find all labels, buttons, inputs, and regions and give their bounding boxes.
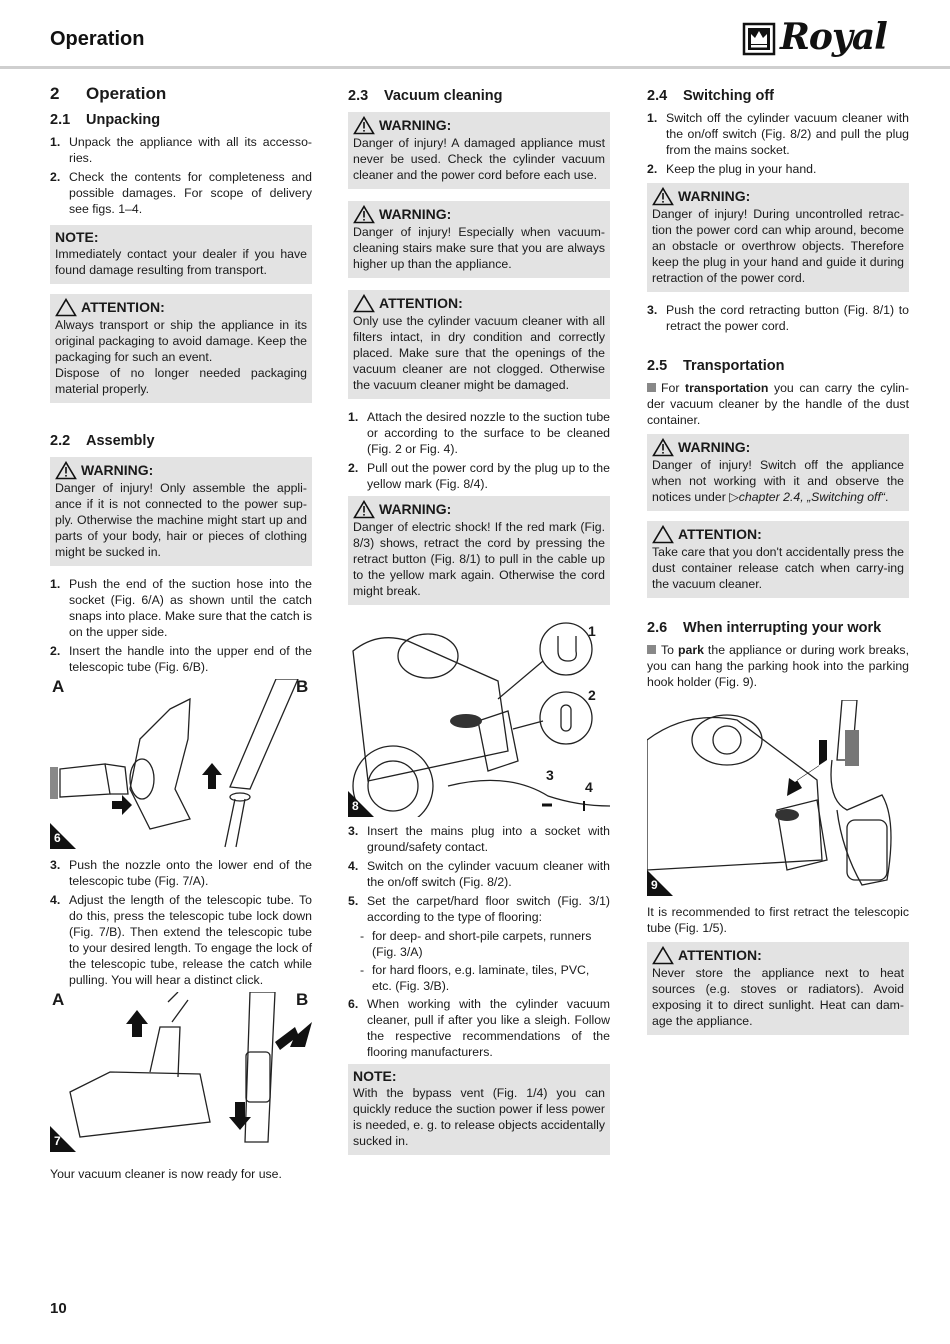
figure-9 xyxy=(647,700,909,896)
warning-triangle-icon xyxy=(353,205,375,224)
list-item: 1. Attach the desired nozzle to the suction tube or according to the surface to be cleaned (Fig. 2 or Fig. 4). xyxy=(348,410,610,456)
figure-number-badge: 6 xyxy=(50,823,76,849)
note-title: NOTE: xyxy=(55,229,99,245)
list-item: 3. Push the nozzle onto the lower end of the telescopic tube (Fig. 7/A). xyxy=(50,858,312,888)
figure-7 xyxy=(50,992,312,1152)
column-2 xyxy=(348,88,610,1165)
figure-label-a: A xyxy=(52,990,65,1009)
callout-2: 2 xyxy=(588,687,596,703)
list-item: 2. Pull out the power cord by the plug up to the yellow mark (Fig. 8/4). xyxy=(348,461,610,491)
warning-text: Danger of injury! Only assemble the appli-ance if it is not connected to the power sup-ply. Otherwise the machine might start up and parts of your body, hair or pieces of clothing might be sucked in. xyxy=(55,481,307,559)
list-item: 2. Insert the handle into the upper end of the telescopic tube (Fig. 6/B). xyxy=(50,644,312,674)
header-title: Operation xyxy=(50,28,145,50)
figure-number-badge: 9 xyxy=(647,870,673,896)
section-2-heading: 2 Operation xyxy=(50,84,167,103)
warning-title: WARNING: xyxy=(379,501,452,517)
attention-title: ATTENTION: xyxy=(379,295,463,311)
vacuum-steps-continued xyxy=(348,823,610,925)
attention-box xyxy=(647,521,909,598)
attention-text: Never store the appliance next to heat sources (e.g. stoves or radiators). Avoid exposing it to direct sunlight. Heat can dam-age the appliance. xyxy=(652,966,904,1028)
warning-text: Danger of injury! Especially when vacuum-cleaning stairs make sure that you are always higher up than the appliance. xyxy=(353,225,605,271)
warning-triangle-icon xyxy=(652,438,674,457)
attention-text: Dispose of no longer needed packaging material properly. xyxy=(55,366,307,396)
warning-triangle-icon xyxy=(55,461,77,480)
note-text: Immediately contact your dealer if you have found damage resulting from transport. xyxy=(55,247,307,277)
callout-3: 3 xyxy=(546,767,554,783)
callout-1: 1 xyxy=(588,623,596,639)
warning-box xyxy=(647,434,909,511)
warning-text: Danger of injury! A damaged appliance must never be used. Check the cylinder vacuum cleaner and the power cord before each use. xyxy=(353,136,605,182)
attention-box xyxy=(50,294,312,403)
section-2-3-heading: 2.3 Vacuum cleaning xyxy=(348,88,503,104)
attention-text: Only use the cylinder vacuum cleaner with all filters intact, in dry condition and correctly placed. Make sure that the openings of the vacuum cleaner are not clogged. Otherwise the vacuum cleaner might be damaged. xyxy=(353,314,605,392)
list-item: 2. Keep the plug in your hand. xyxy=(647,162,817,176)
list-item: 3. Insert the mains plug into a socket with ground/safety contact. xyxy=(348,824,610,854)
attention-title: ATTENTION: xyxy=(678,526,762,542)
warning-box xyxy=(348,112,610,189)
column-3 xyxy=(647,88,909,1045)
list-item: - for deep- and short-pile carpets, runners (Fig. 3/A) xyxy=(360,928,610,960)
park-text: To park the appliance or during work breaks, you can hang the parking hook into the parking hook holder (Fig. 9). xyxy=(647,643,909,689)
parking-hook-illustration xyxy=(647,700,909,896)
warning-title: WARNING: xyxy=(678,188,751,204)
warning-triangle-icon xyxy=(353,294,375,313)
section-2-5-heading: 2.5 Transportation xyxy=(647,358,785,374)
figure-number-badge: 8 xyxy=(348,791,374,817)
vacuum-steps xyxy=(348,409,610,492)
switching-off-steps xyxy=(647,110,909,177)
warning-title: WARNING: xyxy=(81,462,154,478)
warning-triangle-icon xyxy=(652,525,674,544)
list-item: 1. Push the end of the suction hose into the socket (Fig. 6/A) as shown until the catch snaps into place. Make sure that the catch is on the upper side. xyxy=(50,577,312,639)
figure-8 xyxy=(348,621,610,817)
figure-number-badge: 7 xyxy=(50,1126,76,1152)
note-box xyxy=(50,225,312,284)
attention-box xyxy=(647,942,909,1035)
figure-label-a: A xyxy=(52,677,65,696)
figure-6 xyxy=(50,679,312,849)
warning-box xyxy=(348,496,610,605)
note-box xyxy=(348,1064,610,1155)
warning-triangle-icon xyxy=(55,298,77,317)
warning-triangle-icon xyxy=(353,116,375,135)
warning-title: WARNING: xyxy=(379,117,452,133)
page-header xyxy=(0,0,950,68)
square-bullet-icon xyxy=(647,645,656,654)
list-item: - for hard floors, e.g. laminate, tiles, PVC, etc. (Fig. 3/B). xyxy=(360,962,610,994)
warning-box xyxy=(647,183,909,292)
note-title: NOTE: xyxy=(353,1068,397,1084)
callout-4: 4 xyxy=(585,779,593,795)
switching-off-steps-continued xyxy=(647,302,909,334)
transport-text: For transportation you can carry the cylin-der vacuum cleaner by the handle of the dust container. xyxy=(647,381,909,427)
recommend-text: It is recommended to first retract the telescopic tube (Fig. 1/5). xyxy=(647,905,909,935)
vacuum-cord-illustration xyxy=(348,621,610,817)
hose-assembly-illustration xyxy=(50,679,312,849)
figure-label-b: B xyxy=(296,990,309,1009)
list-item: 4. Switch on the cylinder vacuum cleaner with the on/off switch (Fig. 8/2). xyxy=(348,859,610,889)
list-item: 5. Set the carpet/hard floor switch (Fig. 3/1) according to the type of flooring: xyxy=(348,894,610,924)
section-2-2-heading: 2.2 Assembly xyxy=(50,433,155,449)
list-item: 2. Check the contents for completeness and possible damages. For scope of delivery see figs. 1–4. xyxy=(50,170,312,216)
list-item: 6. When working with the cylinder vacuum cleaner, pull if after you like a sleigh. Follow the respective recommendations of the flooring manufacturers. xyxy=(348,997,610,1059)
warning-triangle-icon xyxy=(353,500,375,519)
vacuum-steps-final xyxy=(348,996,610,1060)
assembly-steps xyxy=(50,576,312,675)
header-rule xyxy=(0,66,950,69)
list-item: 1. Unpack the appliance with all its accesso-ries. xyxy=(50,135,312,165)
attention-text: Take care that you don't accidentally press the dust container release catch when carry-ing the vacuum cleaner. xyxy=(652,545,904,591)
nozzle-tube-illustration xyxy=(50,992,312,1152)
warning-box xyxy=(348,201,610,278)
assembly-steps-continued xyxy=(50,857,312,988)
section-2-4-heading: 2.4 Switching off xyxy=(647,88,775,104)
warning-text: Danger of injury! Switch off the appliance when not working with it and observe the notices under ▷chapter 2.4, „Switching off“. xyxy=(652,458,904,504)
attention-box xyxy=(348,290,610,399)
section-2-6-heading: 2.6 When interrupting your work xyxy=(647,620,882,636)
attention-title: ATTENTION: xyxy=(678,947,762,963)
royal-logo xyxy=(742,16,912,58)
royal-logo-text: Royal xyxy=(780,16,887,58)
attention-text: Always transport or ship the appliance in its original packaging to avoid damage. Keep the packaging for such an event. xyxy=(55,318,307,364)
figure-label-b: B xyxy=(296,677,309,696)
chapter-reference: chapter 2.4, „Switching off“ xyxy=(738,490,885,504)
warning-triangle-icon xyxy=(652,946,674,965)
warning-box xyxy=(50,457,312,566)
unpacking-steps xyxy=(50,134,312,217)
flooring-options xyxy=(360,928,610,994)
list-item: 1. Switch off the cylinder vacuum cleaner with the on/off switch (Fig. 8/2) and pull the plug from the mains socket. xyxy=(647,111,909,157)
note-text: With the bypass vent (Fig. 1/4) you can quickly reduce the suction power if less power is needed, e. g. to release objects accidentally sucked in. xyxy=(353,1086,605,1148)
section-2-1-heading: 2.1 Unpacking xyxy=(50,112,161,128)
warning-triangle-icon xyxy=(652,187,674,206)
attention-title: ATTENTION: xyxy=(81,299,165,315)
column-1 xyxy=(50,86,312,1188)
page-number: 10 xyxy=(50,1300,67,1317)
warning-title: WARNING: xyxy=(678,439,751,455)
ready-text: Your vacuum cleaner is now ready for use. xyxy=(50,1167,282,1181)
warning-text: Danger of electric shock! If the red mark (Fig. 8/3) shows, retract the cord by pressing the retract button (Fig. 8/1) to pull in the cable up to the yellow mark again. Otherwise the cord might break. xyxy=(353,520,605,598)
square-bullet-icon xyxy=(647,383,656,392)
list-item: 3. Push the cord retracting button (Fig. 8/1) to retract the power cord. xyxy=(647,303,909,333)
warning-title: WARNING: xyxy=(379,206,452,222)
chapter-ref-arrow-icon: ▷ xyxy=(729,490,739,504)
warning-text: Danger of injury! During uncontrolled retrac-tion the power cord can whip around, become an obstacle or overthrow objects. Therefore keep the plug in your hand and guide it during retraction of the power cord. xyxy=(652,207,904,285)
list-item: 4. Adjust the length of the telescopic tube. To do this, press the telescopic tube lock down (Fig. 7/B). Then extend the telescopic tube to your desired length. To engage the lock of the telescopic tube, release the catch while pulling. You will hear a distinct click. xyxy=(50,893,312,987)
